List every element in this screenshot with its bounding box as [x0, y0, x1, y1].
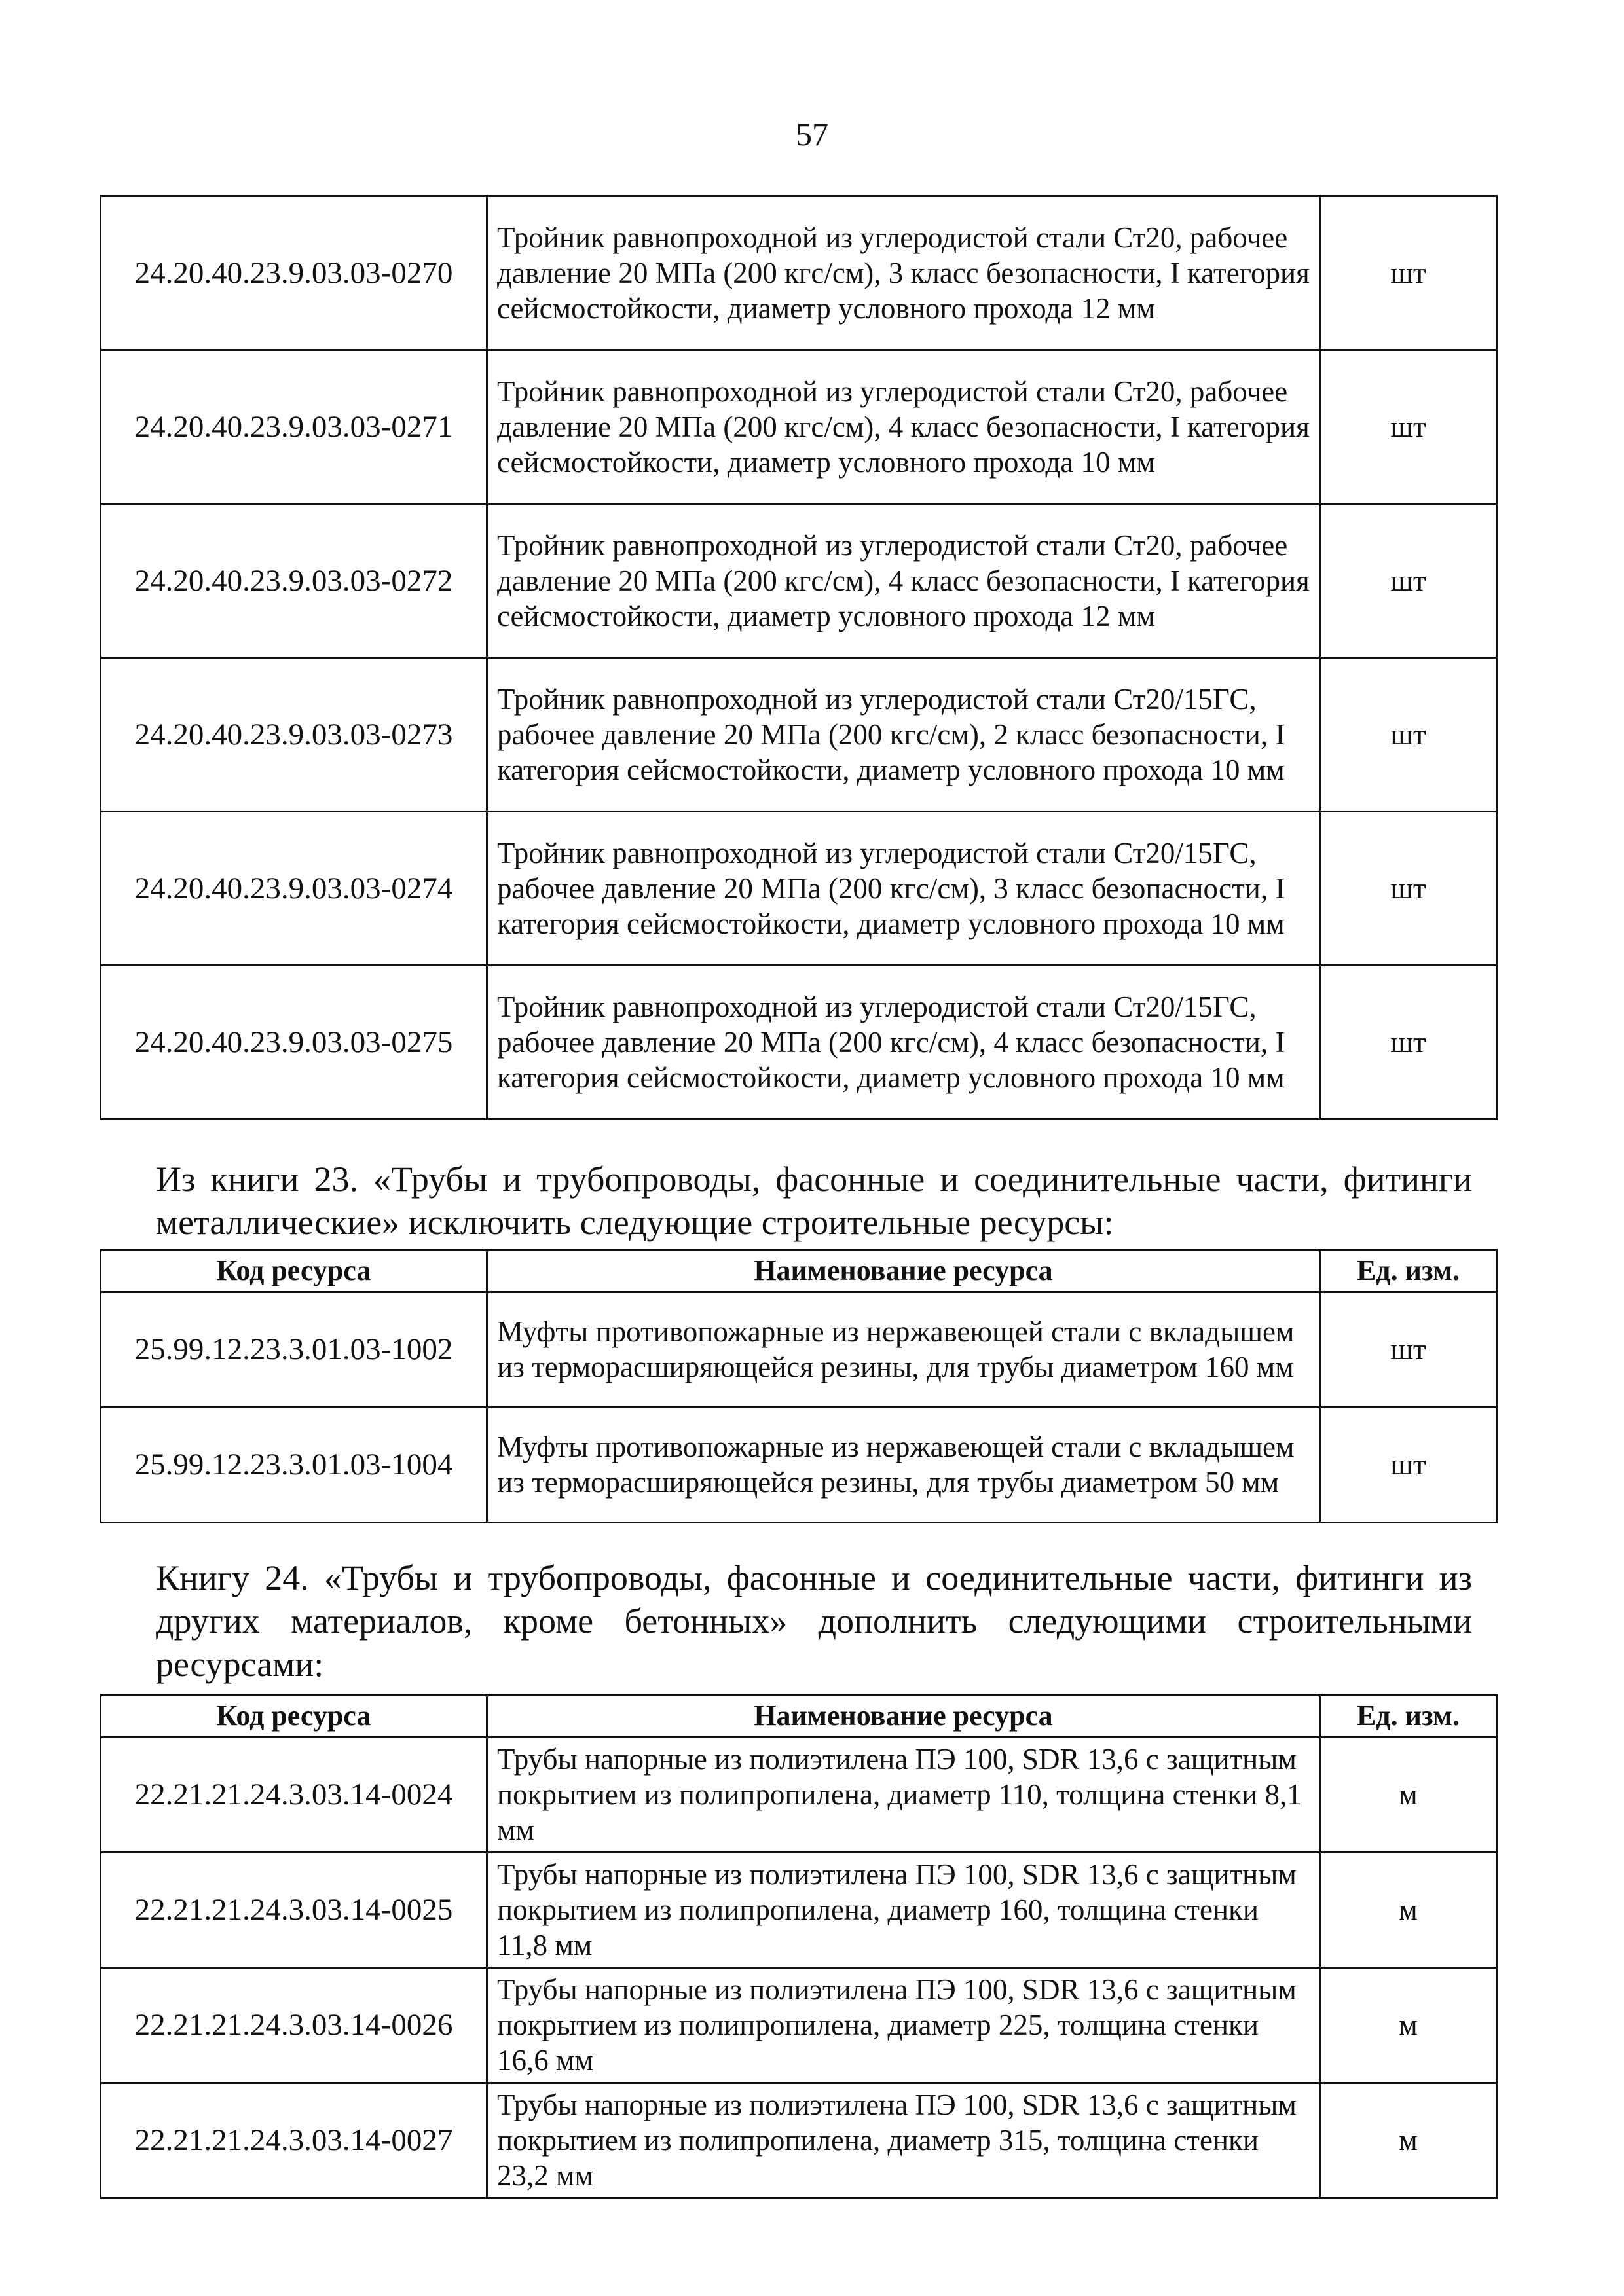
resource-name: Тройник равнопроходной из углеродистой стали Ст20/15ГС, рабочее давление 20 МПа (200 кгс/см), 3 класс безопасности, I категория сейсмостойкости, диаметр условного прохода 10 мм [487, 812, 1320, 966]
resource-unit: шт [1320, 966, 1497, 1120]
resource-name: Трубы напорные из полиэтилена ПЭ 100, SDR 13,6 с защитным покрытием из полипропилена, диаметр 110, толщина стенки 8,1 мм [487, 1737, 1320, 1852]
resource-unit: шт [1320, 1407, 1497, 1522]
table-row [101, 504, 1497, 658]
resource-unit: м [1320, 2083, 1497, 2198]
resource-table-2 [100, 1249, 1498, 1523]
resource-code: 22.21.21.24.3.03.14-0024 [101, 1737, 487, 1852]
resource-name: Тройник равнопроходной из углеродистой стали Ст20/15ГС, рабочее давление 20 МПа (200 кгс/см), 2 класс безопасности, I категория сейсмостойкости, диаметр условного прохода 10 мм [487, 658, 1320, 812]
paragraph-book-24: Книгу 24. «Трубы и трубопроводы, фасонные и соединительные части, фитинги из других материалов, кроме бетонных» дополнить следующими строительными ресурсами: [156, 1558, 1472, 1684]
table-row [101, 1407, 1497, 1522]
resource-code: 24.20.40.23.9.03.03-0270 [101, 196, 487, 350]
resource-unit: шт [1320, 350, 1497, 504]
resource-code: 25.99.12.23.3.01.03-1004 [101, 1407, 487, 1522]
resource-name: Тройник равнопроходной из углеродистой стали Ст20, рабочее давление 20 МПа (200 кгс/см), 4 класс безопасности, I категория сейсмостойкости, диаметр условного прохода 10 мм [487, 350, 1320, 504]
resource-name: Трубы напорные из полиэтилена ПЭ 100, SDR 13,6 с защитным покрытием из полипропилена, диаметр 225, толщина стенки 16,6 мм [487, 1967, 1320, 2083]
page-number: 57 [796, 116, 828, 153]
resource-table-3 [100, 1694, 1498, 2199]
resource-code: 24.20.40.23.9.03.03-0271 [101, 350, 487, 504]
table-row [101, 1852, 1497, 1967]
table-row [101, 2083, 1497, 2198]
resource-name: Тройник равнопроходной из углеродистой стали Ст20/15ГС, рабочее давление 20 МПа (200 кгс/см), 4 класс безопасности, I категория сейсмостойкости, диаметр условного прохода 10 мм [487, 966, 1320, 1120]
resource-unit: шт [1320, 658, 1497, 812]
table-header-row [101, 1696, 1497, 1738]
resource-code: 22.21.21.24.3.03.14-0026 [101, 1967, 487, 2083]
resource-code: 24.20.40.23.9.03.03-0272 [101, 504, 487, 658]
resource-unit: м [1320, 1737, 1497, 1852]
resource-unit: шт [1320, 1292, 1497, 1407]
resource-code: 24.20.40.23.9.03.03-0275 [101, 966, 487, 1120]
table-row [101, 658, 1497, 812]
table-row [101, 196, 1497, 350]
resource-unit: м [1320, 1967, 1497, 2083]
header-unit: Ед. изм. [1320, 1696, 1497, 1738]
header-code: Код ресурса [101, 1250, 487, 1292]
table-row [101, 966, 1497, 1120]
table-row [101, 1967, 1497, 2083]
resource-table-1 [100, 195, 1498, 1120]
resource-unit: шт [1320, 812, 1497, 966]
resource-code: 22.21.21.24.3.03.14-0027 [101, 2083, 487, 2198]
header-name: Наименование ресурса [487, 1696, 1320, 1738]
header-name: Наименование ресурса [487, 1250, 1320, 1292]
resource-unit: м [1320, 1852, 1497, 1967]
resource-name: Муфты противопожарные из нержавеющей стали с вкладышем из терморасширяющейся резины, для трубы диаметром 160 мм [487, 1292, 1320, 1407]
resource-name: Муфты противопожарные из нержавеющей стали с вкладышем из терморасширяющейся резины, для трубы диаметром 50 мм [487, 1407, 1320, 1522]
resource-name: Трубы напорные из полиэтилена ПЭ 100, SDR 13,6 с защитным покрытием из полипропилена, диаметр 315, толщина стенки 23,2 мм [487, 2083, 1320, 2198]
table-row [101, 350, 1497, 504]
header-unit: Ед. изм. [1320, 1250, 1497, 1292]
resource-name: Тройник равнопроходной из углеродистой стали Ст20, рабочее давление 20 МПа (200 кгс/см), 3 класс безопасности, I категория сейсмостойкости, диаметр условного прохода 12 мм [487, 196, 1320, 350]
header-code: Код ресурса [101, 1696, 487, 1738]
paragraph-book-23: Из книги 23. «Трубы и трубопроводы, фасонные и соединительные части, фитинги металлические» исключить следующие строительные ресурсы: [156, 1159, 1472, 1242]
table-row [101, 812, 1497, 966]
resource-name: Тройник равнопроходной из углеродистой стали Ст20, рабочее давление 20 МПа (200 кгс/см), 4 класс безопасности, I категория сейсмостойкости, диаметр условного прохода 12 мм [487, 504, 1320, 658]
resource-code: 24.20.40.23.9.03.03-0274 [101, 812, 487, 966]
resource-code: 25.99.12.23.3.01.03-1002 [101, 1292, 487, 1407]
resource-unit: шт [1320, 196, 1497, 350]
resource-name: Трубы напорные из полиэтилена ПЭ 100, SDR 13,6 с защитным покрытием из полипропилена, диаметр 160, толщина стенки 11,8 мм [487, 1852, 1320, 1967]
table-header-row [101, 1250, 1497, 1292]
table-row [101, 1737, 1497, 1852]
resource-code: 22.21.21.24.3.03.14-0025 [101, 1852, 487, 1967]
resource-code: 24.20.40.23.9.03.03-0273 [101, 658, 487, 812]
table-row [101, 1292, 1497, 1407]
resource-unit: шт [1320, 504, 1497, 658]
